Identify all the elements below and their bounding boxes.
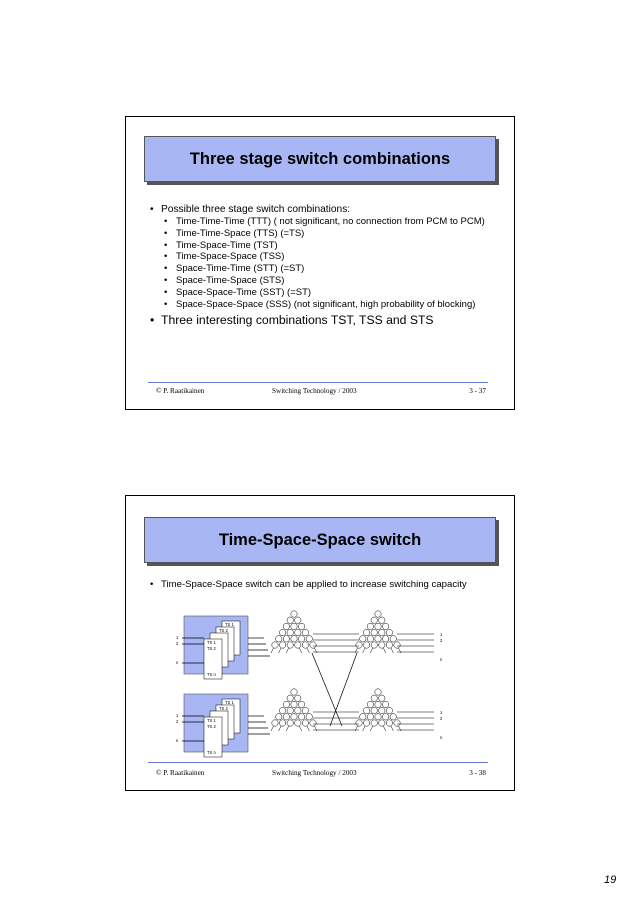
input-n-label: n (176, 738, 179, 743)
output-2-label: 2 (440, 716, 443, 721)
ts2-label: TS 2 (207, 646, 216, 651)
crosspoint-node (363, 707, 369, 713)
slide-title-text: Three stage switch combinations (189, 149, 451, 168)
crosspoint-node (382, 636, 388, 642)
crosspoint-node (279, 629, 285, 635)
crosspoint-node (295, 720, 301, 726)
crosspoint-node (279, 707, 285, 713)
output-n-label: n (440, 735, 443, 740)
crosspoint-node (287, 720, 293, 726)
crosspoint-node (371, 695, 377, 701)
crosspoint-node (291, 689, 297, 695)
crosspoint-node (287, 695, 293, 701)
ts1-label: TS 1 (207, 640, 216, 645)
crosspoint-node (291, 701, 297, 707)
bullet-list (150, 203, 490, 327)
crosspoint-node (283, 714, 289, 720)
crosspoint-node (371, 707, 377, 713)
ts1-label: TS 1 (225, 700, 234, 705)
crosspoint-node (375, 611, 381, 617)
crosspoint-node (367, 623, 373, 629)
ts1-label: TS 1 (207, 718, 216, 723)
footer-slide-number: 3 - 37 (469, 387, 486, 395)
output-1-label: 1 (440, 632, 443, 637)
crosspoint-node (272, 642, 278, 648)
crosspoint-node (390, 714, 396, 720)
crosspoint-node (379, 720, 385, 726)
crosspoint-node (379, 617, 385, 623)
sub-bullet-text: Space-Time-Time (STT) (=ST) (176, 263, 305, 275)
tsn-label: TS n (207, 672, 216, 677)
footer-divider (148, 382, 488, 383)
crosspoint-node (291, 611, 297, 617)
crosspoint-node (291, 636, 297, 642)
crosspoint-node (279, 642, 285, 648)
crosspoint-node (382, 701, 388, 707)
crosspoint-node (310, 720, 316, 726)
cross-connection-line (330, 653, 357, 726)
sub-bullet-text: Time-Time-Space (TTS) (=TS) (176, 227, 305, 239)
crosspoint-node (379, 695, 385, 701)
input-n-label: n (176, 660, 179, 665)
sub-bullet-item: • Time-Space-Space (TSS) (164, 251, 285, 263)
crosspoint-node (283, 701, 289, 707)
crosspoint-node (379, 642, 385, 648)
output-2-label: 2 (440, 638, 443, 643)
crosspoint-node (363, 629, 369, 635)
input-1-label: 1 (176, 635, 179, 640)
crosspoint-node (386, 642, 392, 648)
crosspoint-node (302, 629, 308, 635)
crosspoint-node (298, 623, 304, 629)
crosspoint-node (310, 642, 316, 648)
ts1-label: TS 1 (225, 622, 234, 627)
slide-title-text: Time-Space-Space switch (218, 530, 422, 549)
crosspoint-node (367, 714, 373, 720)
crosspoint-node (295, 642, 301, 648)
crosspoint-node (371, 617, 377, 623)
input-2-label: 2 (176, 719, 179, 724)
crosspoint-node (276, 636, 282, 642)
crosspoint-node (298, 636, 304, 642)
crosspoint-node (302, 707, 308, 713)
crosspoint-node (283, 636, 289, 642)
tss-switch-diagram (172, 608, 462, 758)
crosspoint-node (360, 714, 366, 720)
ts2-label: TS 2 (219, 706, 228, 711)
sub-bullet-text: Time-Space-Space (TSS) (176, 251, 285, 263)
footer-author: © P. Raatikainen (156, 769, 205, 777)
crosspoint-node (394, 642, 400, 648)
cross-connection-line (312, 653, 342, 726)
bullet-item: • Three interesting combinations TST, TSS and STS (150, 313, 434, 328)
crosspoint-node (386, 629, 392, 635)
sub-bullet-item: • Space-Time-Time (STT) (=ST) (164, 263, 305, 275)
footer-course: Switching Technology / 2003 (272, 769, 357, 777)
slide-38 (125, 495, 515, 791)
sub-bullet-item: • Time-Space-Time (TST) (164, 239, 278, 251)
slide-title (144, 136, 496, 182)
crosspoint-node (276, 714, 282, 720)
sub-bullet-list (150, 216, 490, 310)
sub-bullet-item: • Time-Time-Time (TTT) ( not significant, no connection from PCM to PCM) (164, 216, 485, 227)
page-number: 19 (604, 874, 617, 886)
input-2-label: 2 (176, 641, 179, 646)
crosspoint-node (302, 642, 308, 648)
crosspoint-node (386, 707, 392, 713)
ts2-label: TS 2 (207, 724, 216, 729)
footer-course: Switching Technology / 2003 (272, 387, 357, 395)
crosspoint-node (363, 642, 369, 648)
crosspoint-node (356, 642, 362, 648)
sub-bullet-text: Space-Space-Space (SSS) (not significant, high probability of blocking) (176, 298, 476, 310)
crosspoint-node (367, 636, 373, 642)
crosspoint-node (295, 629, 301, 635)
bullet-text: Possible three stage switch combinations: (161, 204, 351, 215)
tsn-label: TS n (207, 750, 216, 755)
crosspoint-node (375, 623, 381, 629)
crosspoint-node (279, 720, 285, 726)
crosspoint-node (371, 720, 377, 726)
ts2-label: TS 2 (219, 628, 228, 633)
crosspoint-node (287, 642, 293, 648)
crosspoint-node (287, 707, 293, 713)
crosspoint-node (298, 701, 304, 707)
crosspoint-node (287, 629, 293, 635)
input-1-label: 1 (176, 713, 179, 718)
crosspoint-node (375, 636, 381, 642)
footer-slide-number: 3 - 38 (469, 769, 486, 777)
crosspoint-node (283, 623, 289, 629)
crosspoint-node (371, 629, 377, 635)
crosspoint-node (287, 617, 293, 623)
crosspoint-node (306, 636, 312, 642)
crosspoint-node (291, 714, 297, 720)
sub-bullet-text: Space-Space-Time (SST) (=ST) (176, 286, 312, 298)
bullet-text: Time-Space-Space switch can be applied to increase switching capacity (161, 579, 467, 590)
sub-bullet-item: • Space-Space-Time (SST) (=ST) (164, 286, 312, 298)
crosspoint-node (394, 720, 400, 726)
crosspoint-node (375, 714, 381, 720)
crosspoint-node (363, 720, 369, 726)
bullet-list (150, 579, 490, 591)
crosspoint-node (360, 636, 366, 642)
crosspoint-node (298, 714, 304, 720)
bullet-item: • Time-Space-Space switch can be applied to increase switching capacity (150, 579, 467, 590)
bullet-text: Three interesting combinations TST, TSS and STS (161, 313, 434, 328)
footer-divider (148, 762, 488, 763)
crosspoint-node (272, 720, 278, 726)
crosspoint-node (375, 701, 381, 707)
sub-bullet-text: Time-Time-Time (TTT) ( not significant, no connection from PCM to PCM) (176, 216, 485, 227)
sub-bullet-text: Time-Space-Time (TST) (176, 239, 278, 251)
crosspoint-node (382, 623, 388, 629)
crosspoint-node (379, 707, 385, 713)
crosspoint-node (371, 642, 377, 648)
crosspoint-node (295, 617, 301, 623)
crosspoint-node (382, 714, 388, 720)
footer-author: © P. Raatikainen (156, 387, 205, 395)
bullet-item: • Possible three stage switch combinations: (150, 204, 351, 215)
crosspoint-node (302, 720, 308, 726)
crosspoint-node (295, 695, 301, 701)
sub-bullet-item: • Space-Time-Space (STS) (164, 274, 285, 286)
crosspoint-node (306, 714, 312, 720)
sub-bullet-text: Space-Time-Space (STS) (176, 274, 285, 286)
crosspoint-node (356, 720, 362, 726)
crosspoint-node (386, 720, 392, 726)
output-n-label: n (440, 657, 443, 662)
crosspoint-node (390, 636, 396, 642)
output-1-label: 1 (440, 710, 443, 715)
crosspoint-node (367, 701, 373, 707)
sub-bullet-item: • Space-Space-Space (SSS) (not significant, high probability of blocking) (164, 298, 476, 310)
sub-bullet-item: • Time-Time-Space (TTS) (=TS) (164, 227, 305, 239)
slide-title (144, 517, 496, 563)
crosspoint-node (295, 707, 301, 713)
slide-37 (125, 116, 515, 410)
crosspoint-node (375, 689, 381, 695)
crosspoint-node (379, 629, 385, 635)
crosspoint-node (291, 623, 297, 629)
